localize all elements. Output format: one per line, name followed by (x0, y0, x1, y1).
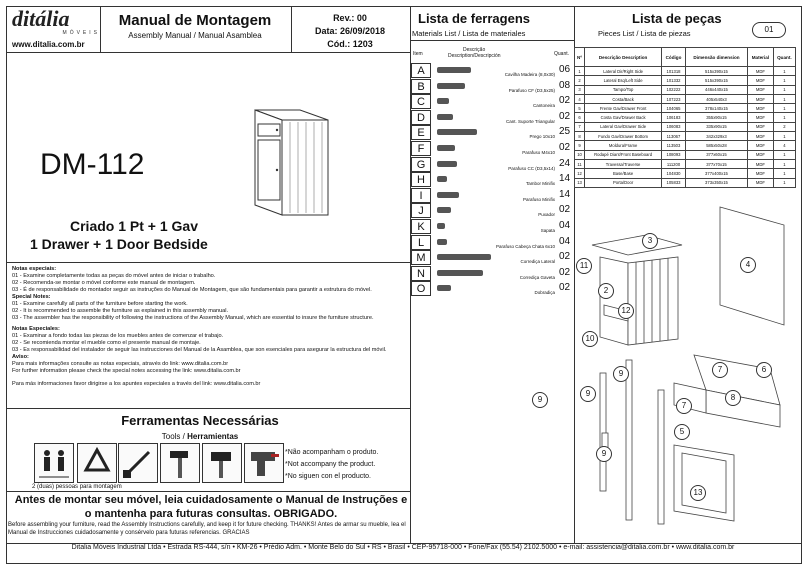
hardware-row (411, 266, 573, 281)
hardware-qty: 02 (558, 142, 571, 153)
hardware-row (411, 79, 573, 94)
parts-cell: 377x60x15 (685, 150, 747, 159)
hardware-qty: 02 (558, 204, 571, 216)
parts-cell: Costa/Back (585, 94, 662, 103)
parts-subtitle: Pieces List / Lista de piezas (598, 29, 691, 38)
hardware-subtitle: Materials List / Lista de materiales (412, 29, 526, 38)
col-desc2: Description/Descripción (448, 53, 501, 59)
note-line: 02 - Se recomienda montar el mueble como el presente manual de montaje. (12, 340, 201, 346)
parts-cell: 108093 (662, 150, 686, 159)
parts-row (575, 94, 796, 103)
parts-row (575, 122, 796, 131)
page-subtitle: Assembly Manual / Manual Asamblea (128, 31, 262, 40)
code: Cód.: 1203 (327, 39, 373, 49)
hardware-part-icon (437, 145, 455, 151)
screwdriver-icon (118, 443, 158, 483)
parts-header-cell: Material (748, 48, 774, 67)
hardware-qty: 14 (558, 188, 571, 200)
col-item: Item (413, 51, 423, 57)
parts-cell: 106183 (662, 113, 686, 122)
model-code: DM-112 (40, 148, 145, 181)
hardware-letter: B (411, 79, 431, 94)
parts-cell: Lateral Esq/Left Side (585, 76, 662, 85)
parts-cell: 1 (773, 150, 795, 159)
not-included-pt: *Não acompanham o produto. (285, 449, 379, 456)
divider (6, 52, 410, 53)
hardware-label: Parafuso M4x10 (522, 150, 555, 155)
product-desc-pt: Criado 1 Pt + 1 Gav (70, 218, 198, 234)
hardware-letter: E (411, 125, 431, 140)
parts-row (575, 141, 796, 150)
parts-cell: MDF (748, 113, 774, 122)
not-included-en: *Not accompany the product. (285, 461, 376, 468)
hardware-letter: L (411, 235, 431, 250)
hardware-label: Parafuso CC (D3,5x14) (508, 165, 555, 171)
warning-es: Antes de armar su mueble, lea el Manual de Instrucciones cuidadosamente y consérvelo para futuras referencias. GRACIAS (8, 522, 406, 536)
parts-header-cell: Quant. (773, 48, 795, 67)
aviso-title: Aviso: (12, 354, 29, 360)
divider (410, 40, 574, 41)
tools-sub-a: Tools / (161, 432, 188, 441)
parts-cell: Porta/Door (585, 178, 662, 187)
hardware-qty: 04 (558, 235, 571, 247)
parts-cell: 10 (575, 150, 585, 159)
notes-title-es: Notas Especiales: (12, 326, 60, 332)
part-number-tag: 8 (725, 390, 741, 406)
hardware-title: Lista de ferragens (418, 11, 530, 26)
hardware-part-icon (437, 176, 447, 182)
parts-cell: 105833 (662, 178, 686, 187)
hardware-qty: 24 (558, 157, 571, 169)
warning-line1: Antes de montar seu móvel, leia cuidadosamente o Manual de Instruções e (14, 494, 408, 506)
parts-cell: 113067 (662, 132, 686, 141)
hardware-row (411, 235, 573, 250)
part-number-tag: 12 (618, 303, 634, 319)
ditalia-logo (12, 8, 100, 52)
hardware-qty: 04 (558, 220, 571, 231)
hardware-part-icon (437, 239, 447, 245)
part-number-tag: 9 (596, 446, 612, 462)
hardware-part-icon (437, 285, 451, 291)
parts-row (575, 178, 796, 187)
parts-cell: 355x90x15 (685, 113, 747, 122)
hardware-qty: 02 (558, 282, 571, 294)
parts-cell: 585x50x28 (685, 141, 747, 150)
logo-name: ditália (12, 6, 70, 31)
parts-cell: 104830 (662, 169, 686, 178)
parts-cell: Lateral Gav/Drawer Side (585, 122, 662, 131)
divider (6, 491, 410, 492)
parts-cell: MDF (748, 67, 774, 76)
parts-cell: 102222 (662, 85, 686, 94)
part-number-tag: 4 (740, 257, 756, 273)
hardware-label: Cant. Suporte Triangular (505, 118, 555, 124)
hardware-row (411, 219, 573, 234)
hardware-label: Parafuso Cabeça Chata 6x10 (495, 243, 555, 249)
notes-title-en: Special Notes: (12, 294, 51, 300)
part-number-tag: 11 (576, 258, 592, 274)
warning-en: Before assembling your furniture, read the Assembly Instructions carefully, and keep it for future checking. THANKS! (8, 522, 317, 528)
parts-cell: 1 (773, 76, 795, 85)
hardware-part-icon (437, 207, 451, 213)
people-icon (34, 443, 74, 483)
parts-row (575, 150, 796, 159)
part-number-tag: 3 (642, 233, 658, 249)
parts-cell: 101332 (662, 76, 686, 85)
parts-cell: 111200 (662, 159, 686, 168)
parts-row (575, 104, 796, 113)
aviso-line: Para mais informações consulte as notas especiais, através do link: www.ditalia.com.br (12, 361, 229, 367)
part-number-tag: 9 (580, 386, 596, 402)
col-desc: Descrição (463, 47, 486, 53)
revision: Rev.: 00 (333, 13, 367, 23)
parts-row (575, 169, 796, 178)
parts-cell: MDF (748, 132, 774, 141)
hardware-row (411, 125, 573, 140)
hardware-qty: 06 (558, 64, 571, 75)
rubber-mallet-icon (202, 443, 242, 483)
parts-title: Lista de peças (632, 11, 722, 26)
part-number-tag: 7 (676, 398, 692, 414)
parts-cell: 4 (575, 94, 585, 103)
parts-cell: 515x390x15 (685, 76, 747, 85)
parts-cell: 1 (773, 159, 795, 168)
date: Data: 26/09/2018 (314, 26, 386, 36)
bedside-drawing (240, 90, 340, 220)
revision-block (292, 12, 408, 51)
parts-cell: MDF (748, 141, 774, 150)
parts-cell: 106083 (662, 122, 686, 131)
parts-cell: 104065 (662, 104, 686, 113)
parts-cell: MDF (748, 169, 774, 178)
hardware-part-icon (437, 192, 459, 198)
parts-cell: Lateral Dir/Right Side (585, 67, 662, 76)
hardware-letter: G (411, 157, 431, 172)
tools-sub-b: Herramientas (187, 432, 239, 441)
footer: Ditalia Móveis Industrial Ltda • Estrada RS-444, s/n • KM-26 • Prédio Adm. • Monte Belo do Sul • RS • Brasil • CEP-95718-000 • Fone/Fax (55.54) 2102.5000 • e-mail: assistencia@ditalia.com.br • www.ditalia.com.br (71, 544, 735, 551)
parts-cell: Fundo Gav/Drawer Bottom (585, 132, 662, 141)
aviso-line: For further information please check the special notes accessing the link: www.ditalia.com.br (12, 368, 241, 374)
parts-row (575, 76, 796, 85)
parts-cell: 1 (773, 67, 795, 76)
hardware-part-icon (437, 114, 453, 120)
hardware-label: Tambor Minifix (525, 181, 555, 187)
hardware-letter: A (411, 63, 431, 78)
parts-cell: 107223 (662, 94, 686, 103)
parts-cell: 1 (773, 169, 795, 178)
note-line: 01 - Examinar a fondo todas las piezas de los muebles antes de comenzar el trabajo. (12, 333, 224, 339)
parts-row (575, 67, 796, 76)
parts-row (575, 159, 796, 168)
parts-cell: MDF (748, 76, 774, 85)
parts-cell: MDF (748, 122, 774, 131)
parts-cell: 4 (773, 141, 795, 150)
hardware-label: Puxador (538, 212, 555, 218)
parts-cell: MDF (748, 178, 774, 187)
parts-cell: Tampo/Top (585, 85, 662, 94)
aviso-line: Para más informaciones favor dirigirse a los apuntes especiales a través del link: www.ditalia.com.br (12, 381, 261, 387)
hardware-label: Cavilha Madeira (8,0x30) (504, 72, 555, 77)
hardware-row (411, 110, 573, 125)
hardware-qty: 02 (558, 95, 571, 107)
parts-cell: 3 (575, 85, 585, 94)
note-line: 02 - Recomenda-se montar o móvel conforme este manual de montagem. (12, 280, 196, 286)
part-number-tag: 13 (690, 485, 706, 501)
part-number-tag: 6 (756, 362, 772, 378)
hardware-part-icon (437, 67, 471, 73)
parts-cell: 377x70x15 (685, 159, 747, 168)
parts-cell: 101318 (662, 67, 686, 76)
hardware-qty: 02 (558, 251, 571, 263)
note-line: 03 - Es responsabilidad del instalador de seguir las instrucciones del Manual de la Asamblea, que son esenciales para asegurar la estructura del móvil. (12, 347, 387, 353)
hardware-row (411, 203, 573, 218)
parts-cell: 378x140x15 (685, 104, 747, 113)
parts-cell: 405x540x3 (685, 94, 747, 103)
tools-title: Ferramentas Necessárias (121, 413, 279, 428)
part-number-tag: 5 (674, 424, 690, 440)
parts-cell: 377x400x15 (685, 169, 747, 178)
parts-cell: MDF (748, 150, 774, 159)
hardware-row (411, 63, 573, 78)
hardware-qty: 02 (558, 266, 571, 278)
parts-cell: 1 (773, 85, 795, 94)
parts-cell: 1 (773, 178, 795, 187)
note-line: 03 - The assembler has the responsibility of following the instructions of the Assembly Manual, which are essential to insure the furniture structure. (12, 315, 374, 321)
parts-cell: 1 (773, 94, 795, 103)
part-number-tag: 7 (712, 362, 728, 378)
parts-cell: 335x90x15 (685, 122, 747, 131)
parts-cell: 2 (575, 76, 585, 85)
hardware-part-icon (437, 129, 477, 135)
parts-cell: 9 (575, 141, 585, 150)
hardware-letter: J (411, 203, 431, 218)
hardware-row (411, 172, 573, 187)
warning-line2: o mantenha para futuras consultas. OBRIGADO. (84, 508, 338, 520)
parts-cell: 11 (575, 159, 585, 168)
parts-cell: 8 (575, 132, 585, 141)
hardware-letter: H (411, 172, 431, 187)
note-line: 03 - É de responsabilidade do montador seguir as instruções do Manual de Montagem, que são fundamentais para garantir a estrutura do móvel. (12, 287, 372, 293)
hardware-part-icon (437, 98, 449, 104)
tools-subtitle (80, 432, 320, 441)
parts-row (575, 113, 796, 122)
hardware-qty: 02 (558, 110, 571, 122)
parts-cell: Base/Base (585, 169, 662, 178)
hardware-letter: N (411, 266, 431, 281)
part-number-tag: 9 (613, 366, 629, 382)
col-qty: Quant. (554, 51, 570, 57)
hardware-label: Dobradiça (534, 290, 555, 296)
notes-title-pt: Notas especiais: (12, 266, 57, 272)
parts-cell: Costa Gav/Drawer Back (585, 113, 662, 122)
parts-cell: 1 (575, 67, 585, 76)
not-included-es: *No siguen con el producto. (285, 473, 371, 480)
recycle-icon (77, 443, 117, 483)
hardware-letter: M (411, 250, 431, 265)
parts-cell: 515x390x15 (685, 67, 747, 76)
part-number-tag: 2 (598, 283, 614, 299)
parts-cell: 1 (773, 104, 795, 113)
hardware-label: Parafuso CF (D3,5x25) (508, 87, 555, 93)
hardware-letter: I (411, 188, 431, 203)
people-caption: 2 (duas) pessoas para montagem (32, 484, 122, 490)
parts-cell: 1 (773, 132, 795, 141)
hardware-part-icon (437, 83, 465, 89)
parts-cell: Frente Gav/Drawer Front (585, 104, 662, 113)
part-number-tag: 9 (532, 392, 548, 408)
hardware-part-icon (437, 161, 457, 167)
parts-cell: 1 (773, 113, 795, 122)
hardware-row (411, 141, 573, 156)
hardware-row (411, 157, 573, 172)
parts-row (575, 132, 796, 141)
parts-cell: 7 (575, 122, 585, 131)
hardware-letter: O (411, 281, 431, 296)
hardware-letter: D (411, 110, 431, 125)
special-notes (12, 266, 412, 388)
hardware-part-icon (437, 270, 483, 276)
parts-row (575, 85, 796, 94)
part-number-tag: 10 (582, 331, 598, 347)
hardware-label: Parafuso Minifix (522, 196, 555, 202)
parts-cell: Rodapé Diant/Front Baseboard (585, 150, 662, 159)
parts-cell: MDF (748, 94, 774, 103)
parts-header-cell: Nº (575, 48, 585, 67)
parts-cell: Moldura/Frame (585, 141, 662, 150)
hardware-letter: K (411, 219, 431, 234)
product-desc-en: 1 Drawer + 1 Door Bedside (30, 236, 208, 252)
hardware-qty: 25 (558, 126, 571, 138)
parts-cell: MDF (748, 85, 774, 94)
warning-heading (12, 493, 410, 521)
parts-cell: 5 (575, 104, 585, 113)
page-number-badge: 01 (752, 22, 786, 38)
parts-cell: 342x329x3 (685, 132, 747, 141)
parts-cell: MDF (748, 104, 774, 113)
parts-cell: 12 (575, 169, 585, 178)
parts-cell: 446x440x15 (685, 85, 747, 94)
warning-text (8, 521, 412, 537)
parts-header-cell: Descrição Description (585, 48, 662, 67)
note-line: 01 - Examine completamente todas as peças do móvel antes de iniciar o trabalho. (12, 273, 216, 279)
note-line: 02 - It is recommended to assemble the furniture as explained in this assembly manual. (12, 308, 229, 314)
parts-cell: 13 (575, 178, 585, 187)
hardware-label: Sapata (540, 228, 555, 233)
hardware-header (411, 46, 573, 62)
hardware-part-icon (437, 223, 445, 229)
parts-table (574, 47, 796, 188)
divider (6, 408, 410, 409)
parts-cell: MDF (748, 159, 774, 168)
divider (6, 262, 410, 263)
hardware-label: Corrediça Lateral (520, 259, 555, 265)
hardware-qty: 08 (558, 79, 571, 91)
hardware-row (411, 188, 573, 203)
hammer-icon (160, 443, 200, 483)
hardware-row (411, 94, 573, 109)
logo-sub: MÓVEIS (62, 30, 100, 36)
hardware-row (411, 250, 573, 265)
tools-not-included (285, 447, 378, 483)
drill-icon (244, 443, 284, 483)
hardware-letter: C (411, 94, 431, 109)
parts-cell: Travessa/Traverse (585, 159, 662, 168)
hardware-letter: F (411, 141, 431, 156)
parts-cell: 6 (575, 113, 585, 122)
note-line: 01 - Examine carefully all parts of the furniture before starting the work. (12, 301, 188, 307)
parts-cell: 113503 (662, 141, 686, 150)
parts-cell: 373x350x15 (685, 178, 747, 187)
hardware-label: Cantoneira (532, 103, 555, 109)
hardware-qty: 14 (558, 173, 571, 185)
hardware-label: Corrediça Gaveta (519, 274, 555, 280)
parts-cell: 2 (773, 122, 795, 131)
hardware-part-icon (437, 254, 491, 260)
logo-url: www.ditalia.com.br (12, 40, 85, 49)
parts-header-cell: Código (662, 48, 686, 67)
parts-header-cell: Dimensão dimension (685, 48, 747, 67)
hardware-row (411, 281, 573, 296)
page-title: Manual de Montagem (118, 12, 272, 29)
hardware-label: Prego 10x10 (529, 134, 555, 140)
